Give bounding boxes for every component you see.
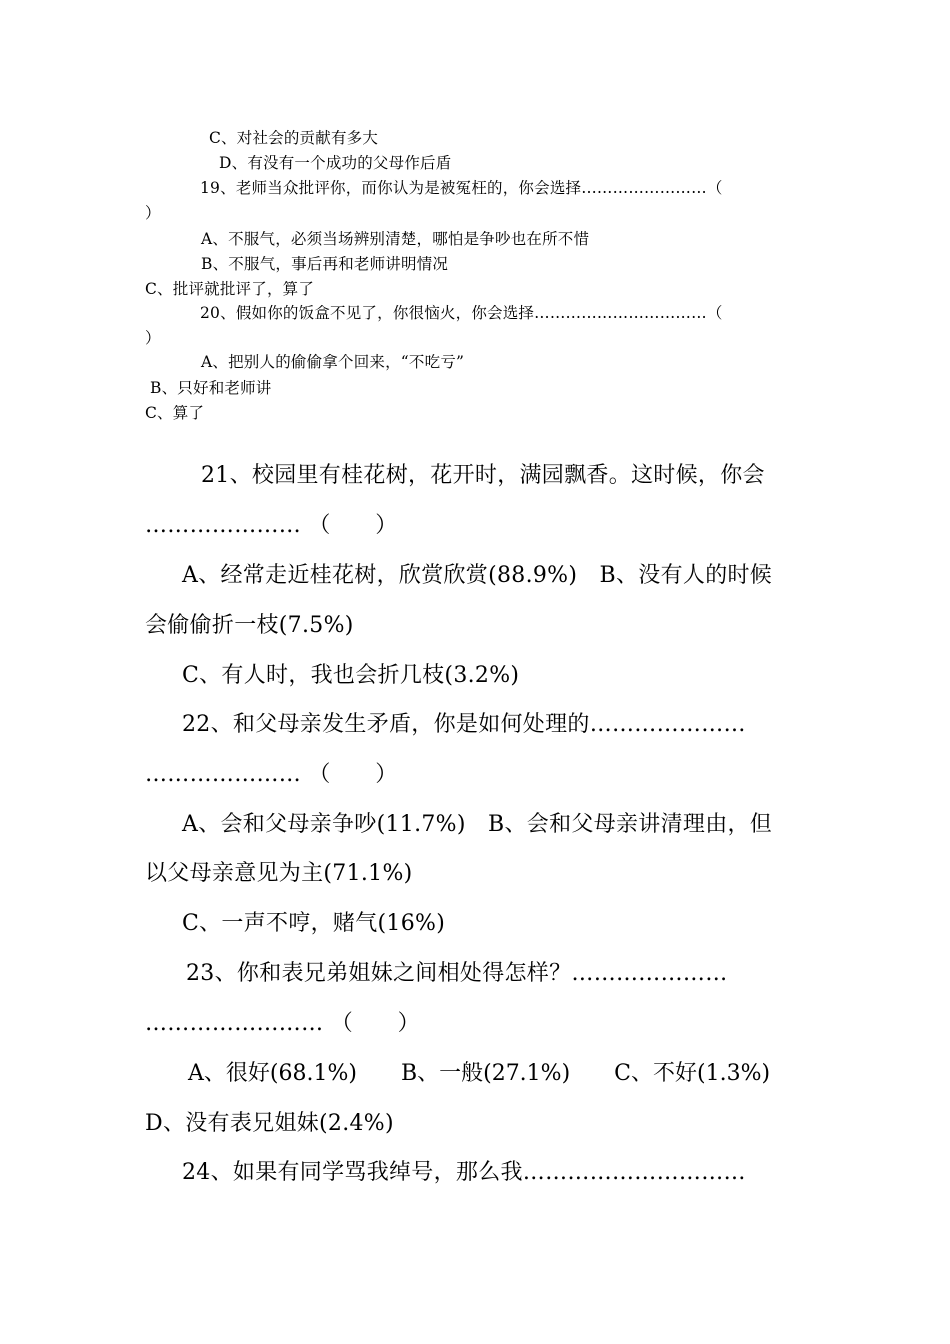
q24-question: 24、如果有同学骂我绰号，那么我………………………… xyxy=(182,1160,746,1185)
q23-answer-line: …………………… （ ） xyxy=(145,1011,420,1036)
q20-option-a: A、把别人的偷偷拿个回来，“不吃亏” xyxy=(201,353,465,371)
q21-answer-line: ………………… （ ） xyxy=(145,513,398,538)
q21-option-c: C、有人时，我也会折几枝(3.2%) xyxy=(182,663,520,688)
q22-options-ab-line2: 以父母亲意见为主(71.1%) xyxy=(145,861,413,886)
q22-options-ab-line1: A、会和父母亲争吵(11.7%) B、会和父母亲讲清理由，但 xyxy=(182,812,773,837)
q23-question: 23、你和表兄弟姐妹之间相处得怎样？………………… xyxy=(186,961,728,986)
q21-options-ab-line1: A、经常走近桂花树，欣赏欣赏(88.9%) B、没有人的时候 xyxy=(182,563,773,588)
q19-option-b: B、不服气，事后再和老师讲明情况 xyxy=(201,255,449,273)
q20-question: 20、假如你的饭盒不见了，你很恼火，你会选择……………………………（ xyxy=(200,304,723,322)
q19-option-a: A、不服气，必须当场辨别清楚，哪怕是争吵也在所不惜 xyxy=(201,230,590,248)
q20-option-c: C、算了 xyxy=(145,404,205,422)
q23-options-abc: A、很好(68.1%) B、一般(27.1%) C、不好(1.3%) xyxy=(188,1061,771,1086)
q20-close-paren: ） xyxy=(145,329,161,347)
q22-answer-line: ………………… （ ） xyxy=(145,762,398,787)
q19-option-c: C、批评就批评了，算了 xyxy=(145,280,315,298)
q22-option-c: C、一声不哼，赌气(16%) xyxy=(182,911,446,936)
q21-options-ab-line2: 会偷偷折一枝(7.5%) xyxy=(145,613,354,638)
q21-question: 21、校园里有桂花树，花开时，满园飘香。这时候，你会 xyxy=(201,463,765,488)
q20-option-b: B、只好和老师讲 xyxy=(150,379,272,397)
q19-close-paren: ） xyxy=(145,204,161,222)
q22-question: 22、和父母亲发生矛盾，你是如何处理的………………… xyxy=(182,712,746,737)
q23-option-d: D、没有表兄姐妹(2.4%) xyxy=(145,1111,394,1136)
q18-option-d: D、有没有一个成功的父母作后盾 xyxy=(219,154,452,172)
q19-question: 19、老师当众批评你，而你认为是被冤枉的，你会选择……………………（ xyxy=(200,179,723,197)
q18-option-c: C、对社会的贡献有多大 xyxy=(209,129,379,147)
